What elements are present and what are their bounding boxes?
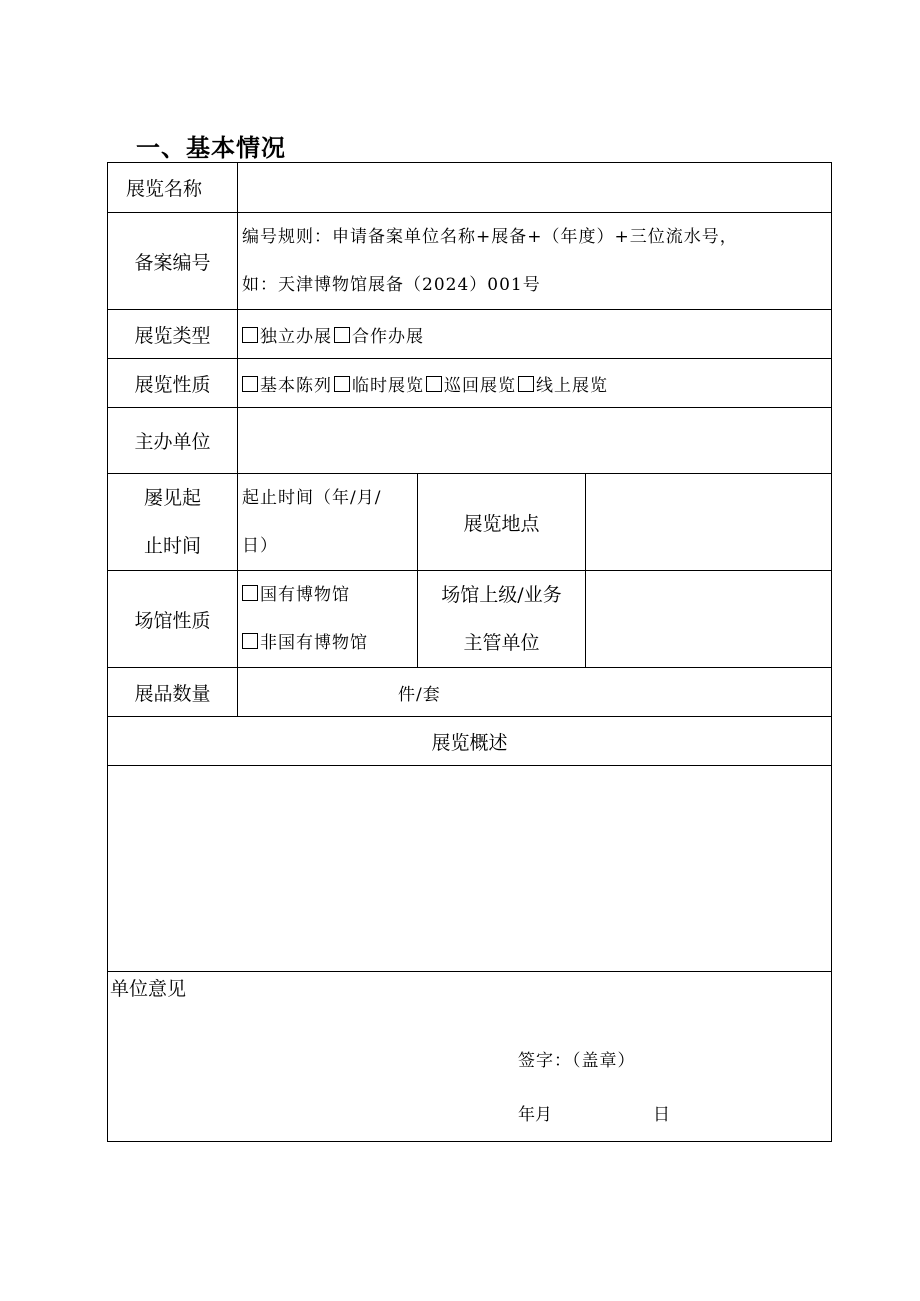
row-record-number (108, 213, 832, 310)
period-hint-line2: 日） (242, 536, 278, 556)
label-exhibition-nature: 展览性质 (108, 359, 238, 408)
input-summary[interactable] (108, 766, 832, 972)
option-label: 合作办展 (352, 326, 424, 347)
option-label: 国有博物馆 (260, 585, 350, 605)
row-exhibition-nature (108, 359, 832, 408)
record-rule-line1: 编号规则：申请备案单位名称+展备+（年度）+三位流水号， (242, 227, 738, 247)
period-hint-line1: 起止时间（年/月/ (242, 488, 382, 508)
venue-nature-options (238, 571, 418, 668)
exhibition-type-options (238, 310, 832, 359)
row-opinion (108, 972, 832, 1142)
option-cooperative[interactable] (334, 327, 425, 347)
label-organizer: 主办单位 (108, 408, 238, 474)
label-exhibition-type: 展览类型 (108, 310, 238, 359)
option-label: 基本陈列 (260, 375, 332, 396)
label-exhibition-name: 展览名称 (108, 163, 238, 213)
option-online[interactable] (518, 376, 609, 396)
label-opinion: 单位意见 (110, 978, 187, 1000)
checkbox-icon (334, 327, 350, 343)
checkbox-icon (242, 376, 258, 392)
label-item-count: 展品数量 (108, 668, 238, 717)
date-day: 日 (653, 1105, 670, 1125)
row-summary-content (108, 766, 832, 972)
label-period-line2: 止时间 (143, 535, 201, 557)
checkbox-icon (426, 376, 442, 392)
option-label: 线上展览 (536, 375, 608, 396)
option-non-state-owned[interactable] (242, 619, 417, 667)
signature-line: 签字：（盖章） (518, 1051, 636, 1071)
label-superior-line1: 场馆上级/业务 (441, 584, 562, 606)
option-temporary[interactable] (334, 376, 425, 396)
row-exhibition-name (108, 163, 832, 213)
checkbox-icon (518, 376, 534, 392)
input-organizer[interactable] (238, 408, 832, 474)
row-organizer (108, 408, 832, 474)
row-item-count (108, 668, 832, 717)
row-period (108, 474, 832, 571)
label-summary: 展览概述 (108, 717, 832, 766)
option-label: 巡回展览 (444, 375, 516, 396)
option-state-owned[interactable] (242, 571, 417, 619)
option-touring[interactable] (426, 376, 517, 396)
option-label: 独立办展 (260, 326, 332, 347)
option-independent[interactable] (242, 327, 333, 347)
section-title: 一、基本情况 (136, 134, 286, 162)
input-period[interactable] (238, 474, 418, 571)
label-venue-nature: 场馆性质 (108, 571, 238, 668)
label-location: 展览地点 (418, 474, 586, 571)
checkbox-icon (242, 633, 258, 649)
label-superior-line2: 主管单位 (463, 632, 540, 654)
label-superior-unit (418, 571, 586, 668)
input-record-number[interactable] (238, 213, 832, 310)
input-item-count[interactable] (238, 668, 832, 717)
exhibition-nature-options (238, 359, 832, 408)
basic-info-table (107, 162, 832, 1142)
checkbox-icon (242, 585, 258, 601)
option-permanent[interactable] (242, 376, 333, 396)
row-exhibition-type (108, 310, 832, 359)
input-exhibition-name[interactable] (238, 163, 832, 213)
row-venue (108, 571, 832, 668)
option-label: 非国有博物馆 (260, 633, 368, 653)
option-label: 临时展览 (352, 375, 424, 396)
input-location[interactable] (586, 474, 832, 571)
input-superior-unit[interactable] (586, 571, 832, 668)
label-period (108, 474, 238, 571)
row-summary-header (108, 717, 832, 766)
checkbox-icon (242, 327, 258, 343)
checkbox-icon (334, 376, 350, 392)
label-period-line1: 屡见起 (143, 487, 201, 509)
opinion-cell[interactable] (108, 972, 832, 1142)
record-rule-line2: 如：天津博物馆展备（2024）001号 (242, 275, 541, 295)
item-count-unit: 件/套 (398, 684, 441, 705)
label-record-number: 备案编号 (108, 213, 238, 310)
date-year-month: 年月 (518, 1105, 552, 1125)
